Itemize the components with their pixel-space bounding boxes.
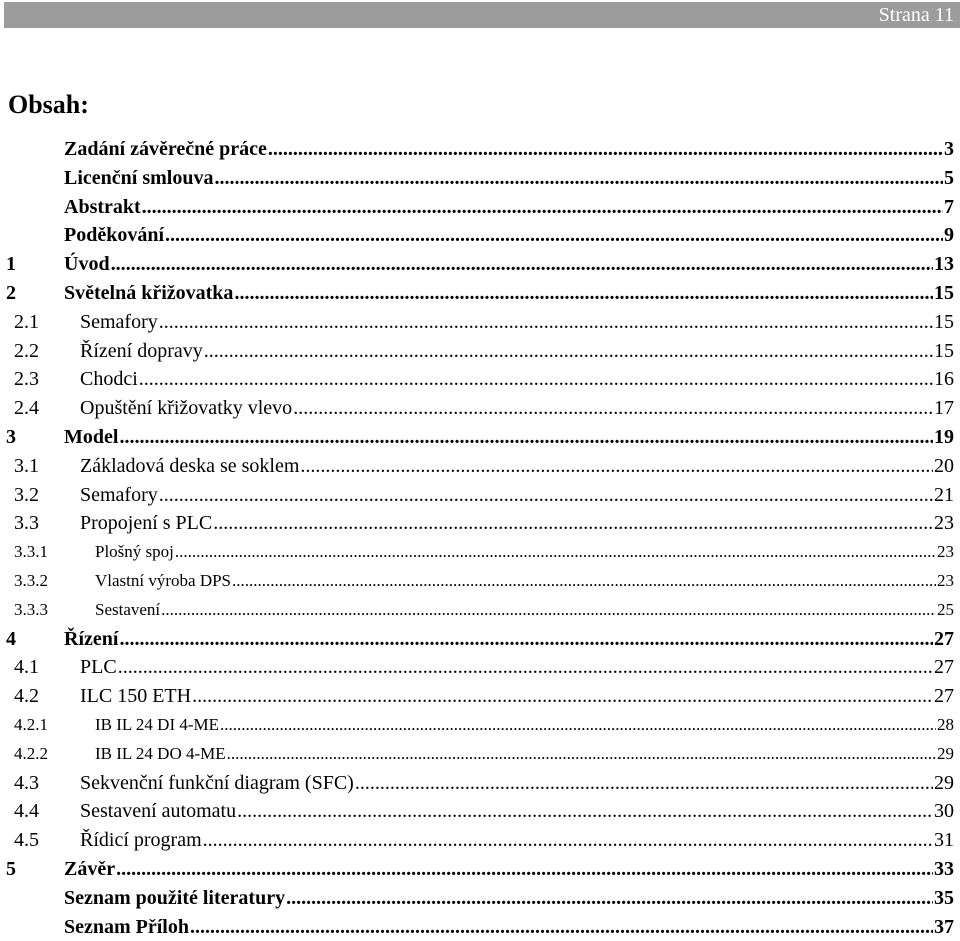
- toc-entry-line: [80, 365, 954, 394]
- toc-leader-dots: [111, 250, 933, 279]
- toc-entry-line: [64, 279, 954, 308]
- toc-entry-number: 3: [6, 425, 16, 448]
- toc-entry-number: 1: [6, 253, 16, 276]
- toc-entry-page: 29: [937, 743, 954, 763]
- toc-entry-title: Licenční smlouva: [64, 166, 214, 189]
- page-header-bar: [4, 2, 960, 28]
- toc-entry-page: 16: [934, 368, 954, 391]
- toc-entry-page: 33: [934, 857, 954, 880]
- table-of-contents: [0, 135, 960, 941]
- toc-entry-line: [64, 625, 954, 654]
- toc-entry-line: [64, 250, 954, 279]
- toc-entry-title: Abstrakt: [64, 195, 141, 218]
- toc-entry-page: 23: [934, 512, 954, 535]
- toc-entry-title: Vlastní výroba DPS: [95, 570, 231, 590]
- page-number-label: Strana 11: [878, 4, 954, 26]
- toc-entry[interactable]: [0, 596, 960, 625]
- toc-entry-line: [80, 826, 954, 855]
- toc-entry-line: [80, 653, 954, 682]
- toc-entry-page: 21: [934, 483, 954, 506]
- toc-leader-dots: [355, 769, 933, 798]
- toc-entry-page: 28: [937, 714, 954, 734]
- toc-entry-number: 4.5: [14, 829, 39, 852]
- toc-entry-title: Seznam Příloh: [64, 915, 189, 938]
- toc-leader-dots: [286, 884, 933, 913]
- toc-entry[interactable]: [0, 682, 960, 711]
- toc-entry-title: Řízení: [64, 627, 119, 650]
- toc-entry-number: 3.3: [14, 512, 39, 535]
- toc-entry-title: Světelná křižovatka: [64, 281, 234, 304]
- toc-entry[interactable]: [0, 740, 960, 769]
- toc-entry-page: 9: [944, 224, 954, 247]
- toc-entry-title: IB IL 24 DO 4-ME: [95, 743, 226, 763]
- toc-entry-line: [80, 308, 954, 337]
- toc-entry-line: [80, 682, 954, 711]
- toc-entry[interactable]: [0, 509, 960, 538]
- toc-entry[interactable]: [0, 394, 960, 423]
- toc-entry-title: Semafory: [80, 483, 158, 506]
- toc-entry-page: 30: [934, 800, 954, 823]
- toc-entry-page: 29: [934, 771, 954, 794]
- toc-leader-dots: [227, 740, 936, 769]
- toc-entry-line: [95, 567, 954, 596]
- toc-leader-dots: [190, 913, 933, 941]
- toc-entry-number: 4.4: [14, 800, 39, 823]
- toc-entry-page: 15: [934, 339, 954, 362]
- toc-entry-line: [80, 769, 954, 798]
- toc-entry-page: 31: [934, 829, 954, 852]
- toc-entry-page: 15: [934, 310, 954, 333]
- toc-entry-number: 3.1: [14, 454, 39, 477]
- toc-entry-line: [80, 394, 954, 423]
- toc-entry[interactable]: [0, 221, 960, 250]
- toc-entry[interactable]: [0, 797, 960, 826]
- toc-entry-number: 4.2.1: [14, 714, 48, 734]
- toc-entry-line: [64, 913, 954, 941]
- toc-entry[interactable]: [0, 884, 960, 913]
- toc-entry-page: 25: [937, 599, 954, 619]
- toc-entry-line: [64, 884, 954, 913]
- toc-leader-dots: [293, 394, 933, 423]
- toc-entry-number: 4: [6, 627, 16, 650]
- toc-leader-dots: [237, 797, 933, 826]
- toc-entry-title: Zadání závěrečné práce: [64, 138, 267, 160]
- toc-entry-title: Základová deska se soklem: [80, 454, 300, 477]
- toc-entry-page: 27: [934, 656, 954, 679]
- toc-entry-line: [64, 193, 954, 222]
- toc-entry-number: 4.1: [14, 656, 39, 679]
- toc-leader-dots: [142, 193, 943, 222]
- toc-entry-title: Chodci: [80, 368, 138, 391]
- toc-entry-page: 37: [934, 915, 954, 938]
- toc-entry[interactable]: [0, 193, 960, 222]
- toc-entry[interactable]: [0, 913, 960, 941]
- toc-entry-line: [64, 164, 954, 193]
- toc-heading: Obsah:: [8, 90, 89, 119]
- toc-entry-page: 27: [934, 627, 954, 650]
- toc-entry-title: IB IL 24 DI 4-ME: [95, 714, 220, 734]
- toc-entry-page: 3: [944, 138, 954, 160]
- toc-entry-title: Sestavení automatu: [80, 800, 237, 823]
- toc-entry[interactable]: [0, 855, 960, 884]
- toc-entry[interactable]: [0, 481, 960, 510]
- toc-entry-title: Seznam použité literatury: [64, 886, 286, 909]
- toc-entry-number: 3.3.2: [14, 570, 48, 590]
- toc-entry-title: Poděkování: [64, 224, 165, 247]
- toc-leader-dots: [220, 711, 936, 740]
- toc-entry-title: Závěr: [64, 857, 116, 880]
- toc-entry-line: [95, 596, 954, 625]
- toc-entry-title: Sekvenční funkční diagram (SFC): [80, 771, 354, 794]
- toc-entry-line: [80, 337, 954, 366]
- toc-entry-number: 3.3.1: [14, 542, 48, 562]
- toc-entry[interactable]: [0, 567, 960, 596]
- toc-entry-line: [95, 711, 954, 740]
- toc-entry-line: [64, 221, 954, 250]
- toc-entry-page: 13: [934, 253, 954, 276]
- toc-entry[interactable]: [0, 653, 960, 682]
- toc-leader-dots: [214, 164, 943, 193]
- toc-leader-dots: [165, 221, 943, 250]
- toc-leader-dots: [192, 682, 933, 711]
- toc-entry[interactable]: [0, 538, 960, 567]
- toc-entry-title: Úvod: [64, 253, 110, 276]
- toc-leader-dots: [159, 481, 933, 510]
- toc-entry-number: 2.2: [14, 339, 39, 362]
- toc-entry-line: [64, 135, 954, 164]
- toc-leader-dots: [119, 625, 933, 654]
- toc-leader-dots: [268, 135, 943, 164]
- toc-entry-number: 4.2: [14, 685, 39, 708]
- toc-entry-page: 20: [934, 454, 954, 477]
- toc-entry[interactable]: [0, 769, 960, 798]
- toc-entry-number: 2.4: [14, 397, 39, 420]
- toc-entry-number: 2: [6, 281, 16, 304]
- toc-entry-number: 5: [6, 857, 16, 880]
- toc-entry-number: 2.1: [14, 310, 39, 333]
- toc-entry-title: Sestavení: [95, 599, 161, 619]
- toc-entry-line: [80, 481, 954, 510]
- toc-entry-page: 35: [934, 886, 954, 909]
- toc-entry-page: 19: [934, 425, 954, 448]
- toc-leader-dots: [232, 567, 936, 596]
- toc-entry-page: 5: [944, 166, 954, 189]
- toc-leader-dots: [234, 279, 933, 308]
- toc-leader-dots: [118, 653, 933, 682]
- toc-entry-line: [80, 797, 954, 826]
- toc-entry-number: 2.3: [14, 368, 39, 391]
- toc-leader-dots: [300, 452, 933, 481]
- toc-entry[interactable]: [0, 625, 960, 654]
- toc-entry-page: 27: [934, 685, 954, 708]
- toc-entry-title: Semafory: [80, 310, 158, 333]
- toc-leader-dots: [203, 826, 933, 855]
- toc-entry-title: Řízení dopravy: [80, 339, 203, 362]
- toc-entry-line: [80, 509, 954, 538]
- toc-entry-title: ILC 150 ETH: [80, 685, 192, 708]
- toc-leader-dots: [139, 365, 933, 394]
- toc-entry-line: [64, 855, 954, 884]
- toc-entry[interactable]: [0, 250, 960, 279]
- toc-leader-dots: [213, 509, 933, 538]
- toc-leader-dots: [204, 337, 933, 366]
- toc-entry-number: 4.2.2: [14, 743, 48, 763]
- toc-entry-title: Řídicí program: [80, 829, 202, 852]
- toc-entry-number: 4.3: [14, 771, 39, 794]
- toc-entry-page: 23: [937, 542, 954, 562]
- toc-entry[interactable]: [0, 365, 960, 394]
- toc-entry-page: 15: [934, 281, 954, 304]
- toc-entry[interactable]: [0, 279, 960, 308]
- toc-entry-title: PLC: [80, 656, 117, 679]
- toc-entry-line: [64, 423, 954, 452]
- toc-entry-page: 7: [944, 195, 954, 218]
- toc-entry-line: [80, 452, 954, 481]
- toc-entry-title: Model: [64, 425, 119, 448]
- toc-entry[interactable]: [0, 452, 960, 481]
- toc-leader-dots: [161, 596, 936, 625]
- toc-entry-line: [95, 538, 954, 567]
- toc-leader-dots: [175, 538, 936, 567]
- toc-entry[interactable]: [0, 826, 960, 855]
- toc-leader-dots: [116, 855, 933, 884]
- toc-leader-dots: [159, 308, 933, 337]
- toc-leader-dots: [119, 423, 933, 452]
- toc-entry-number: 3.2: [14, 483, 39, 506]
- toc-entry-title: Propojení s PLC: [80, 512, 213, 535]
- toc-entry-title: Opuštění křižovatky vlevo: [80, 397, 293, 420]
- toc-entry[interactable]: [0, 135, 960, 164]
- toc-entry[interactable]: [0, 308, 960, 337]
- toc-entry[interactable]: [0, 711, 960, 740]
- toc-entry[interactable]: [0, 423, 960, 452]
- toc-entry-number: 3.3.3: [14, 599, 48, 619]
- toc-entry-page: 23: [937, 570, 954, 590]
- toc-entry-page: 17: [934, 397, 954, 420]
- toc-entry-title: Plošný spoj: [95, 542, 174, 562]
- toc-entry[interactable]: [0, 164, 960, 193]
- toc-entry[interactable]: [0, 337, 960, 366]
- toc-entry-line: [95, 740, 954, 769]
